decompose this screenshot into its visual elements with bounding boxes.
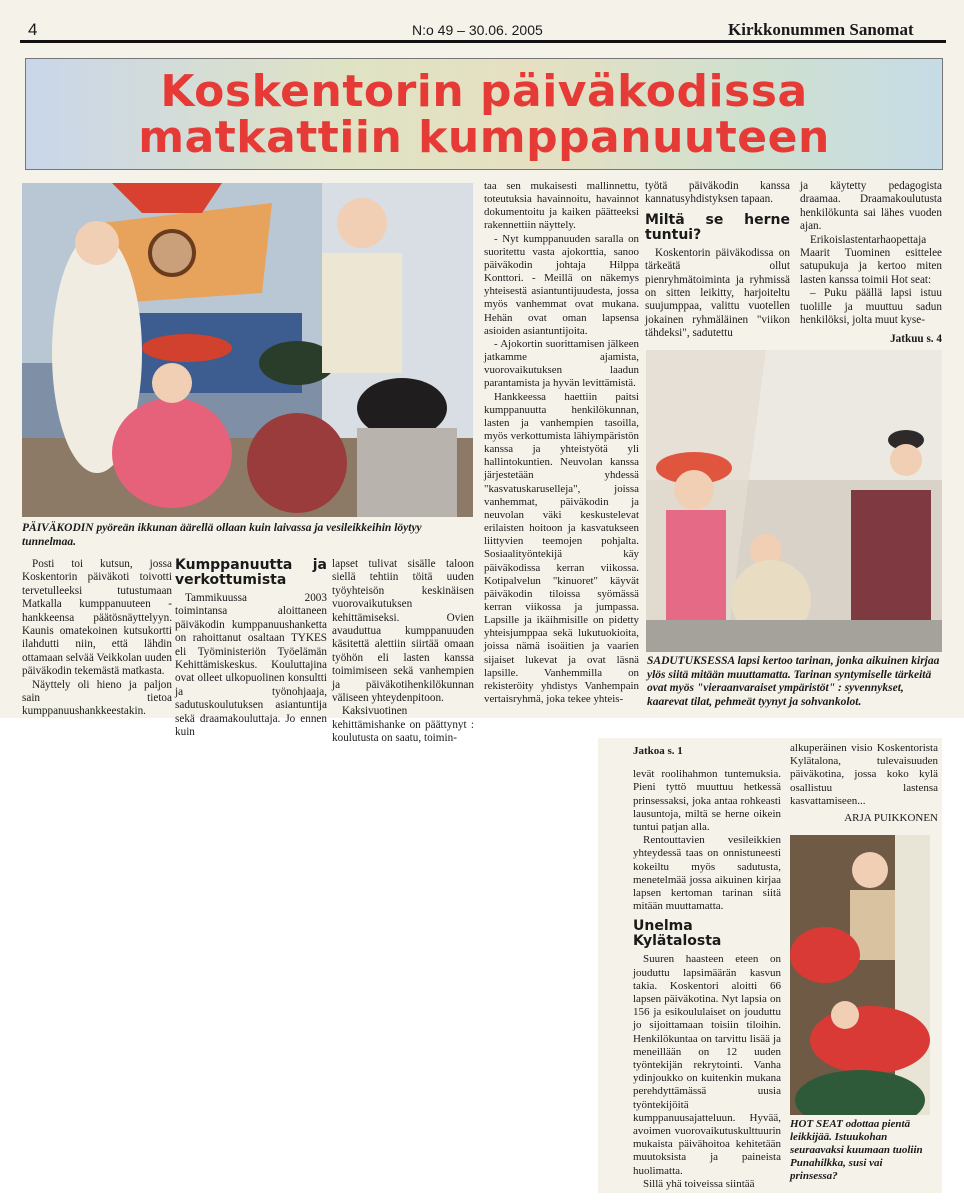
byline: ARJA PUIKKONEN: [844, 812, 938, 825]
paragraph: Suuren haasteen eteen on jouduttu lapsimäärän kasvun takia. Koskentori aloitti 66 lapsen päiväkotina. Nyt lapsia on 156 ja esikoululaiset on jouduttu jo sijoittamaan toisiin tiloihin. Henkilökuntaa on tarvittu lisää ja meneillään on 12 uuden työntekijän rekrytointi. Vanha ydinjoukko on kuitenkin mukana perehdyttämässä uusia työntekijöitä kumppanuusajatteluun. Hyvää, avoimen vuorovaikutuskulttuurin mukaista päivähoitoa kehitetään muutoksista ja paineista huolimatta.: [633, 953, 781, 1177]
subheading: Miltä se herne tuntui?: [645, 211, 790, 243]
headline-line-2: matkattiin kumppanuuteen: [138, 112, 830, 163]
continuation-column-1: [633, 745, 781, 1191]
paragraph: työtä päiväkodin kanssa kannatusyhdistyksen tapaan.: [645, 180, 790, 206]
paragraph: - Ajokortin suorittamisen jälkeen jatkamme ajamista, vuorovaikutuksen laadun parantamista ja hyvän levittämistä.: [484, 337, 639, 390]
paragraph: Posti toi kutsun, jossa Koskentorin päiväkoti toivotti tervetulleeksi tutustumaan Matkalla kumppanuuteen - hankkeensa päätösnäyttelyyn. Kaunis omatekoinen kutsukortti ilahdutti niin, että lähdin ottamaan selvää Veikkolan uuden päiväkodin tekemästä matkasta.: [22, 558, 172, 678]
paragraph: alkuperäinen visio Koskentorista Kylätalona, tulevaisuuden päiväkotina, jossa koko kylä osallistuu lastensa kasvattamiseen...: [790, 742, 938, 807]
photo-hot-seat: [790, 835, 930, 1115]
subheading: Kumppanuutta ja verkottumista: [175, 557, 327, 588]
paragraph: taa sen mukaisesti mallinnettu, toteutuksia havainnoitu, havainnot dokumentoitu ja kaiken päätteeksi rakennettiin näyttely.: [484, 180, 639, 232]
column-1: [22, 558, 172, 719]
column-6: [800, 180, 942, 347]
newspaper-name: Kirkkonummen Sanomat: [728, 20, 914, 39]
column-4: [484, 180, 639, 706]
masthead-rule: [20, 40, 946, 43]
continued-from-note: Jatkoa s. 1: [633, 745, 683, 757]
column-5: [645, 180, 790, 341]
column-2: [175, 552, 327, 739]
headline-banner: [25, 58, 943, 170]
continued-note: Jatkuu s. 4: [890, 333, 942, 346]
paragraph: Sillä yhä toiveissa siintää: [643, 1177, 755, 1190]
paragraph: Rentouttavien vesileikkien yhteydessä taas on onnistuneesti kokeiltu myös sadutusta, menetelmää jossa aikuinen kirjaa lapsen kertoman tarinan siitä mitään muuttamatta.: [633, 834, 781, 913]
headline-line-1: Koskentorin päiväkodissa: [160, 66, 808, 117]
paragraph: Tammikuussa 2003 toimintansa aloittaneen päiväkodin kumppanuushanketta on rahoittanut osaltaan TYKES eli Työministeriön Työelämän Kehittämiskeskus. Kouluttajina ovat olleet ulkopuolinen konsultti ja työnohjaaja, sadutuskoulutuksen asiantuntija sekä draamakouluttaja. Jo ennen kuin: [175, 592, 327, 739]
photo-storytelling: [646, 350, 942, 652]
paragraph: Koskentorin päiväkodissa on tärkeätä ollut pienryhmätoiminta ja ryhmissä on sitten leikitty, harjoiteltu suujumppaa, valittu vuotellen jokainen ryhmäläinen "viikon tähdeksi", sadutettu: [645, 246, 790, 340]
photo-children-costumes: [22, 183, 473, 517]
paragraph: – Puku päällä lapsi istuu tuolille ja muuttuu sadun henkilöksi, jolta muut kyse-: [800, 287, 942, 327]
photo-caption-1: PÄIVÄKODIN pyöreän ikkunan äärellä ollaan kuin laivassa ja vesileikkeihin löytyy tunnelmaa.: [22, 522, 422, 548]
paragraph: lapset tulivat sisälle taloon siellä tehtiin töitä uuden työyhteisön keskinäisen vuorovaikutuksen kehittämiseksi. Ovien avauduttua kumppanuuden käsitettä alettiin siirtää omaan työhön eli lasten kanssa toimimiseen sekä vanhempien ja päiväkotihenkilökunnan väliseen yhteydenpitoon.: [332, 558, 474, 705]
paragraph: Näyttely oli hieno ja paljon sain tietoa kumppanuushankkeestakin.: [22, 678, 172, 718]
paragraph: Kaksivuotinen kehittämishanke on päättynyt : koulutusta on saatu, toimin-: [332, 705, 474, 745]
continuation-column-2: [790, 742, 938, 825]
paragraph: - Nyt kumppanuuden saralla on suoritettu vasta ajokorttia, sanoo päiväkodin johtaja Hilppa Konttori. - Meillä on näkemys yhteisestä asiantuntijuudesta, jossa myös vanhemmat ovat mukana. Hehän ovat oman lapsensa asioiden asiantuntijoita.: [484, 232, 639, 337]
issue-date: N:o 49 – 30.06. 2005: [412, 22, 543, 38]
paragraph: Hankkeessa haettiin paitsi kumppanuutta henkilökunnan, lasten ja vanhempien tasoilla, myös verkottumista lähiympäristön kanssa ja yhteistyötä yli hallintokuntien. Neuvolan kanssa järjestetään yhdessä "kasvatuskaruselleja", joissa vanhemmat, päiväkodin ja neuvolan väki keskustelevat erilaisten hoitoon ja kasvatukseen liittyvien teemojen pohjalta. Sosiaalityöntekijä käy päiväkodissa kerran viikossa. Kotipalvelun "kinuoret" käyvät päiväkodin tiloissa syömässä kerran viikossa ja jumpassa. Lapsille ja ikäihmisille on pidetty yhteisjumppaa sekä lukutuokioita, joissa nämä isoäitien ja vaarien sijaiset lukevat ja ovat läsnä lapsille. Vanhemmilla on rekisteröity yhdistys Vanhempain vertaisryhmä, joka tekee yhteis-: [484, 390, 639, 706]
photo-caption-3: HOT SEAT odottaa pientä leikkijää. Istuukohan seuraavaksi kuumaan tuoliin Punahilkka, susi vai prinsessa?: [790, 1118, 923, 1182]
paragraph: Erikoislastentarhaopettaja Maarit Tuominen esittelee satupukuja ja kertoo miten lasten kanssa toimii Hot seat:: [800, 233, 942, 286]
page-number: 4: [28, 20, 38, 39]
paragraph: ja käytetty pedagogista draamaa. Draamakoulutusta henkilökunta sai lähes vuoden ajan.: [800, 180, 942, 233]
photo-caption-2: SADUTUKSESSA lapsi kertoo tarinan, jonka aikuinen kirjaa ylös siitä mitään muuttamatta. Tarinan syntymiselle tärkeitä ovat myös "vieraanvaraiset ympäristöt" : syvennykset, kaarevat tilat, pehmeät tyynyt ja sohvankolot.: [647, 655, 940, 708]
subheading: Unelma Kylätalosta: [633, 918, 722, 950]
paragraph: levät roolihahmon tuntemuksia. Pieni tyttö muuttuu hetkessä prinsessaksi, joka antaa rohkeasti lausuntoja, miltä se herne oikein tuntui patjan alla.: [633, 768, 781, 834]
column-3: [332, 558, 474, 746]
